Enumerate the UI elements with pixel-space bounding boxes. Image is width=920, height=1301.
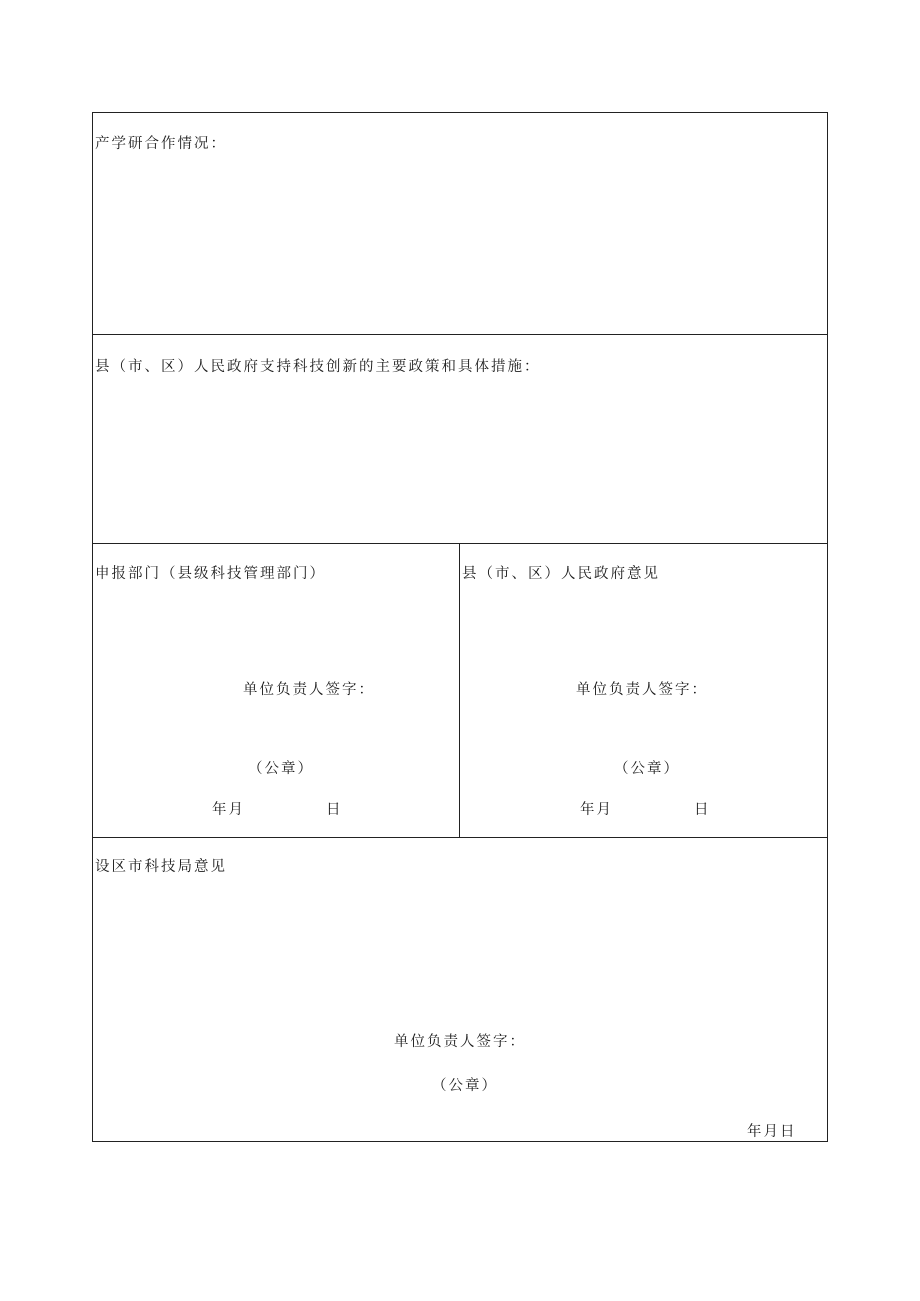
applicant-date-year-month: 年月 bbox=[212, 802, 245, 818]
city-bureau-signature-label: 单位负责人签字： bbox=[394, 1034, 526, 1050]
policy-measures-section bbox=[93, 335, 827, 544]
city-bureau-label: 设区市科技局意见 bbox=[95, 859, 227, 875]
policy-measures-label: 县（市、区）人民政府支持科技创新的主要政策和具体措施： bbox=[95, 359, 541, 375]
applicant-signature-label: 单位负责人签字： bbox=[243, 682, 375, 698]
county-government-cell bbox=[460, 544, 827, 837]
industry-cooperation-section bbox=[93, 113, 827, 335]
opinions-row bbox=[93, 544, 827, 838]
county-government-signature-label: 单位负责人签字： bbox=[576, 682, 708, 698]
county-government-date-day: 日 bbox=[694, 802, 711, 818]
city-bureau-seal-label: （公章） bbox=[432, 1078, 498, 1094]
county-government-label: 县（市、区）人民政府意见 bbox=[462, 566, 660, 582]
city-bureau-section bbox=[93, 838, 827, 1141]
applicant-department-label: 申报部门（县级科技管理部门） bbox=[95, 566, 326, 582]
city-bureau-date: 年月日 bbox=[747, 1124, 797, 1140]
applicant-seal-label: （公章） bbox=[248, 761, 314, 777]
industry-cooperation-label: 产学研合作情况： bbox=[95, 136, 227, 152]
applicant-department-cell bbox=[93, 544, 460, 837]
application-form-table bbox=[92, 112, 828, 1142]
county-government-date-year-month: 年月 bbox=[580, 802, 613, 818]
applicant-date-day: 日 bbox=[326, 802, 343, 818]
county-government-seal-label: （公章） bbox=[614, 761, 680, 777]
